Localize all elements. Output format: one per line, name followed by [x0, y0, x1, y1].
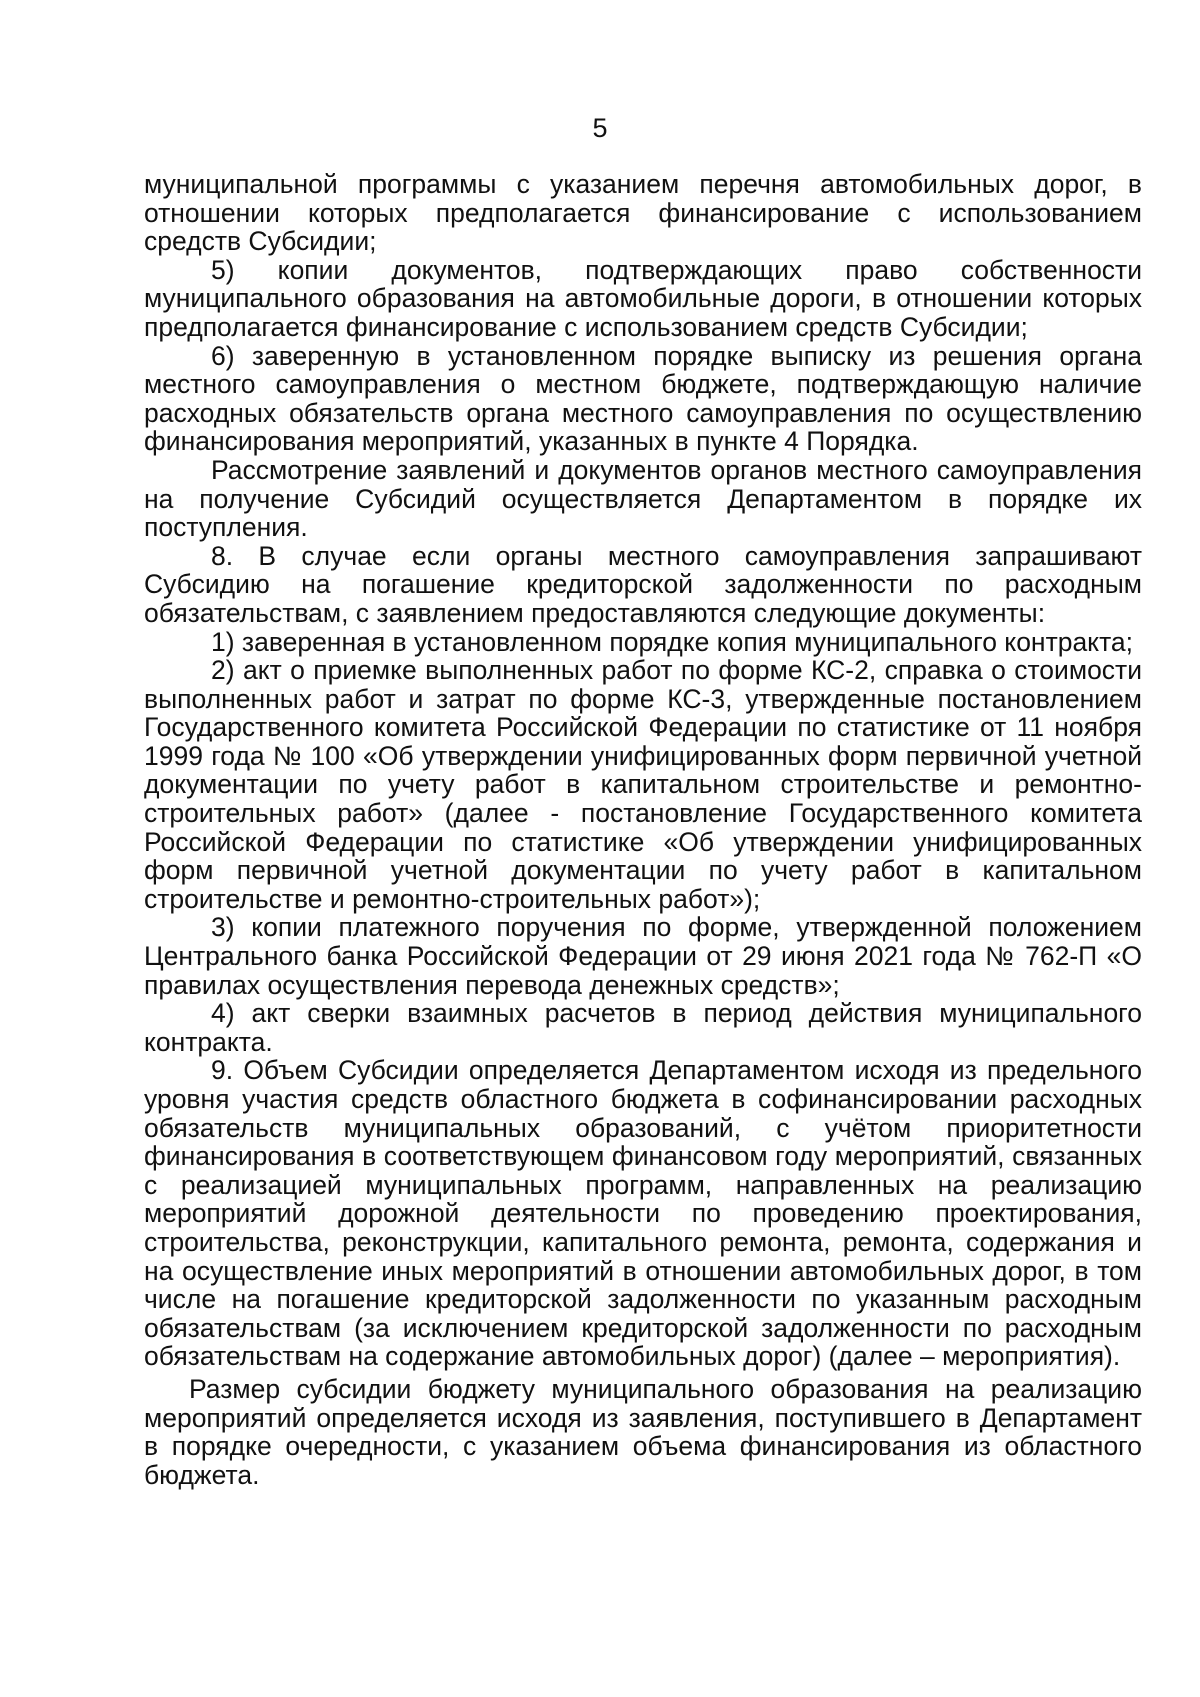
paragraph-section-9: 9. Объем Субсидии определяется Департаментом исходя из предельного уровня участия средств областного бюджета в софинансировании расходных обязательств муниципальных образований, с учётом приоритетности финансирования в соответствующем финансовом году мероприятий, связанных с реализацией муниципальных программ, направленных на реализацию мероприятий дорожной деятельности по проведению проектирования, строительства, реконструкции, капитального ремонта, ремонта, содержания и на осуществление иных мероприятий в отношении автомобильных дорог, в том числе на погашение кредиторской задолженности по указанным расходным обязательствам (за исключением кредиторской задолженности по расходным обязательствам на содержание автомобильных дорог) (далее – мероприятия).	[144, 1055, 1142, 1372]
paragraph-item-1: 1) заверенная в установленном порядке копия муниципального контракта;	[211, 626, 1134, 657]
paragraph-continuation: муниципальной программы с указанием перечня автомобильных дорог, в отношении которых предполагается финансирование с использованием средств Субсидии;	[144, 169, 1142, 257]
document-body	[144, 170, 1142, 1489]
paragraph-item-6: 6) заверенную в установленном порядке выписку из решения органа местного самоуправления о местном бюджете, подтверждающую наличие расходных обязательств органа местного самоуправления по осуществлению финансирования мероприятий, указанных в пункте 4 Порядка.	[144, 340, 1142, 457]
paragraph-review: Рассмотрение заявлений и документов органов местного самоуправления на получение Субсидий осуществляется Департаментом в порядке их поступления.	[144, 454, 1142, 543]
paragraph-subsidy-size: Размер субсидии бюджету муниципального образования на реализацию мероприятий определяется исходя из заявления, поступившего в Департамент в порядке очередности, с указанием объема финансирования из областного бюджета.	[144, 1373, 1142, 1490]
page-number: 5	[592, 113, 608, 143]
paragraph-item-3: 3) копии платежного поручения по форме, утвержденной положением Центрального банка Российской Федерации от 29 июня 2021 года № 762-П «О правилах осуществления перевода денежных средств»;	[144, 912, 1142, 1000]
paragraph-item-2: 2) акт о приемке выполненных работ по форме КС-2, справка о стоимости выполненных работ и затрат по форме КС-3, утвержденные постановлением Государственного комитета Российской Федерации по статистике от 11 ноября 1999 года № 100 «Об утверждении унифицированных форм первичной учетной документации по учету работ в капитальном строительстве и ремонтно-строительных работ» (далее - постановление Государственного комитета Российской Федерации по статистике «Об утверждении унифицированных форм первичной учетной документации по учету работ в капитальном строительстве и ремонтно-строительных работ»);	[144, 655, 1142, 914]
paragraph-section-8: 8. В случае если органы местного самоуправления запрашивают Субсидию на погашение кредиторской задолженности по расходным обязательствам, с заявлением предоставляются следующие документы:	[144, 540, 1142, 628]
paragraph-item-4: 4) акт сверки взаимных расчетов в период действия муниципального контракта.	[144, 998, 1142, 1057]
paragraph-item-5: 5) копии документов, подтверждающих право собственности муниципального образования на автомобильные дороги, в отношении которых предполагается финансирование с использованием средств Субсидии;	[144, 254, 1142, 342]
